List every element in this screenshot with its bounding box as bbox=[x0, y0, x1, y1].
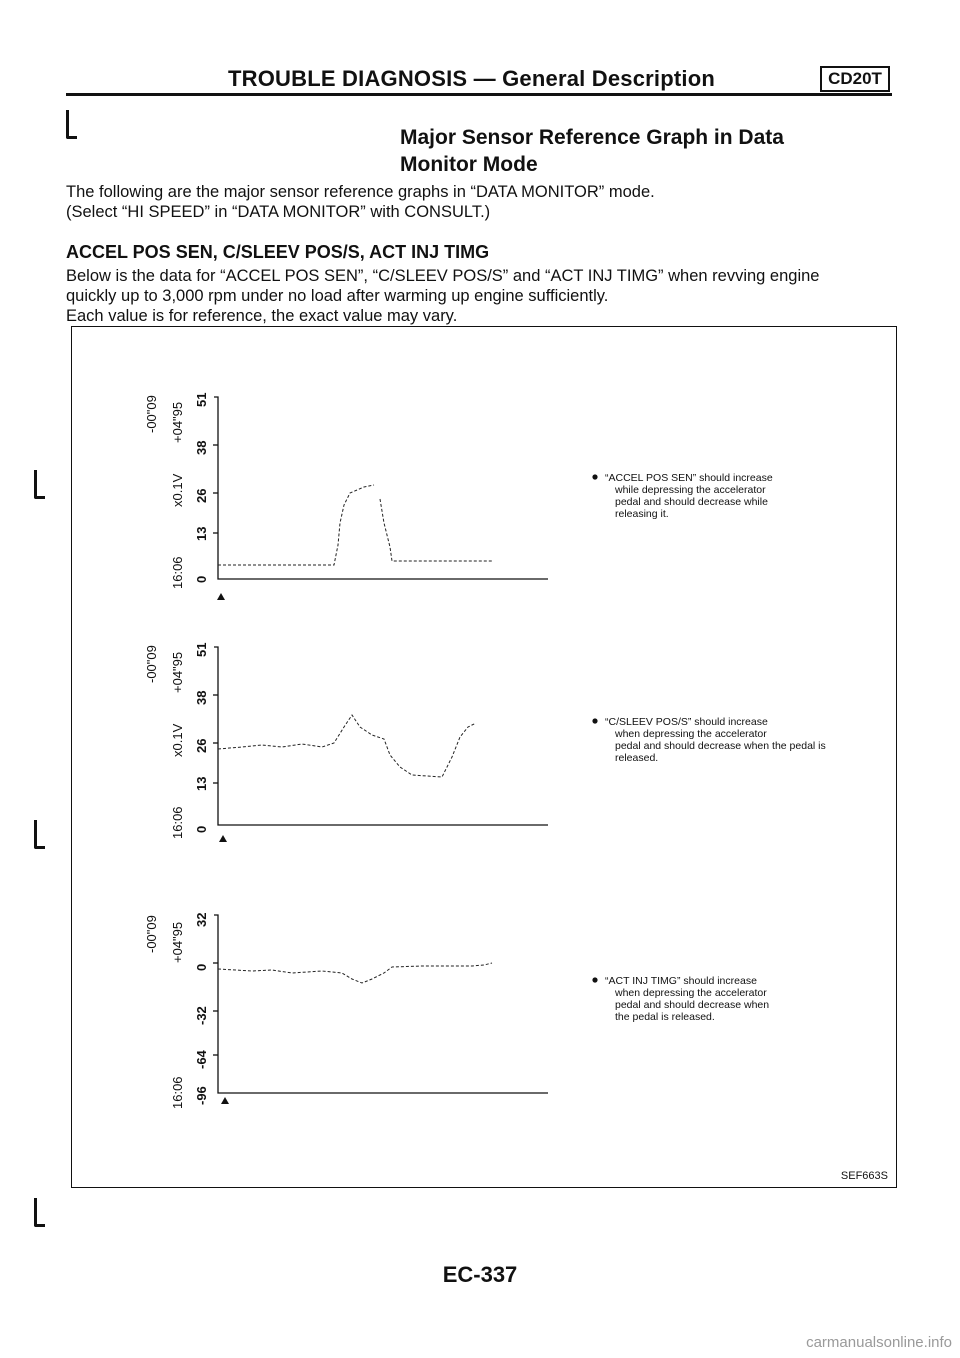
offset-label: +04"95 bbox=[170, 921, 185, 963]
signal-trace bbox=[218, 715, 476, 777]
graph-note bbox=[592, 975, 769, 1023]
tick-label: 32 bbox=[194, 912, 209, 927]
graph-accel-pos-sen bbox=[144, 393, 773, 600]
time-label: -00"09 bbox=[144, 915, 159, 953]
tick-label: 51 bbox=[194, 642, 209, 657]
intro-line1: The following are the major sensor reference graphs in “DATA MONITOR” mode. bbox=[66, 183, 655, 201]
subsection-heading: ACCEL POS SEN, C/SLEEV POS/S, ACT INJ TIMG bbox=[66, 242, 490, 262]
graph-axes bbox=[214, 647, 548, 825]
tick-label: 26 bbox=[194, 738, 209, 753]
graph-drawing bbox=[72, 327, 896, 1187]
bullet-icon bbox=[592, 977, 597, 982]
note-line: while depressing the accelerator bbox=[615, 484, 766, 496]
note-line: pedal and should decrease while bbox=[615, 496, 768, 508]
graph-act-inj-timg bbox=[144, 913, 769, 1109]
margin-mark bbox=[34, 1198, 45, 1227]
note-line: pedal and should decrease when the pedal is bbox=[615, 740, 826, 752]
tick-label: 13 bbox=[194, 526, 209, 541]
note-line: when depressing the accelerator bbox=[615, 728, 767, 740]
scale-label: x0.1V bbox=[170, 473, 185, 507]
marker-triangle bbox=[219, 835, 227, 842]
graph-axes bbox=[214, 397, 548, 579]
margin-mark bbox=[34, 470, 45, 499]
note-line: pedal and should decrease when bbox=[615, 999, 770, 1011]
graph-csleev-pos-s bbox=[144, 643, 826, 842]
rotated-labels bbox=[144, 913, 209, 1109]
scale-label: x0.1V bbox=[170, 723, 185, 757]
section-title-line2: Monitor Mode bbox=[400, 153, 538, 176]
tick-label: -32 bbox=[194, 1006, 209, 1025]
tick-label: 26 bbox=[194, 488, 209, 503]
graph-note bbox=[592, 472, 772, 520]
tick-label: 51 bbox=[194, 392, 209, 407]
reference-graph-figure bbox=[71, 326, 897, 1188]
header-rule bbox=[66, 93, 892, 96]
tick-label: 38 bbox=[194, 690, 209, 705]
tick-label: 0 bbox=[194, 575, 209, 583]
tick-label: -64 bbox=[194, 1050, 209, 1069]
note-line: released. bbox=[615, 752, 659, 764]
tick-label: 0 bbox=[194, 963, 209, 971]
section-title-line1: Major Sensor Reference Graph in Data bbox=[400, 126, 784, 149]
signal-trace bbox=[218, 963, 492, 983]
subsection-paragraph bbox=[66, 266, 819, 326]
section-title bbox=[400, 124, 784, 178]
signal-trace bbox=[218, 485, 492, 565]
rotated-labels bbox=[144, 393, 209, 589]
engine-code-badge: CD20T bbox=[820, 66, 890, 92]
bullet-icon bbox=[592, 718, 597, 723]
tick-label: -96 bbox=[194, 1086, 209, 1105]
note-line: “C/SLEEV POS/S” should increase bbox=[605, 716, 768, 728]
time-label: -00"09 bbox=[144, 645, 159, 683]
note-line: “ACT INJ TIMG” should increase bbox=[605, 975, 757, 987]
subsection-line3: Each value is for reference, the exact value may vary. bbox=[66, 307, 458, 325]
margin-mark bbox=[34, 820, 45, 849]
clock-label: 16:06 bbox=[170, 556, 185, 589]
page-header-title: TROUBLE DIAGNOSIS — General Description bbox=[228, 66, 715, 91]
graph-note bbox=[592, 716, 825, 764]
note-line: releasing it. bbox=[615, 508, 669, 520]
marker-triangle bbox=[221, 1097, 229, 1104]
note-line: “ACCEL POS SEN” should increase bbox=[605, 472, 773, 484]
margin-mark bbox=[66, 110, 77, 139]
offset-label: +04"95 bbox=[170, 401, 185, 443]
bullet-icon bbox=[592, 474, 597, 479]
marker-triangle bbox=[217, 593, 225, 600]
graph-axes bbox=[214, 915, 548, 1093]
note-line: the pedal is released. bbox=[615, 1011, 715, 1023]
subsection-line1: Below is the data for “ACCEL POS SEN”, “C/SLEEV POS/S” and “ACT INJ TIMG” when revving engine bbox=[66, 267, 820, 285]
tick-label: 38 bbox=[194, 440, 209, 455]
tick-label: 0 bbox=[194, 825, 209, 833]
watermark-text: carmanualsonline.info bbox=[806, 1334, 952, 1351]
time-label: -00"09 bbox=[144, 395, 159, 433]
page-number: EC-337 bbox=[442, 1262, 518, 1287]
note-line: when depressing the accelerator bbox=[615, 987, 767, 999]
clock-label: 16:06 bbox=[170, 1076, 185, 1109]
offset-label: +04"95 bbox=[170, 651, 185, 693]
rotated-labels bbox=[144, 643, 209, 839]
intro-paragraph bbox=[66, 182, 655, 222]
clock-label: 16:06 bbox=[170, 806, 185, 839]
figure-code: SEF663S bbox=[840, 1170, 888, 1182]
intro-line2: (Select “HI SPEED” in “DATA MONITOR” with CONSULT.) bbox=[66, 203, 491, 221]
tick-label: 13 bbox=[194, 776, 209, 791]
subsection-line2: quickly up to 3,000 rpm under no load after warming up engine sufficiently. bbox=[66, 287, 609, 305]
